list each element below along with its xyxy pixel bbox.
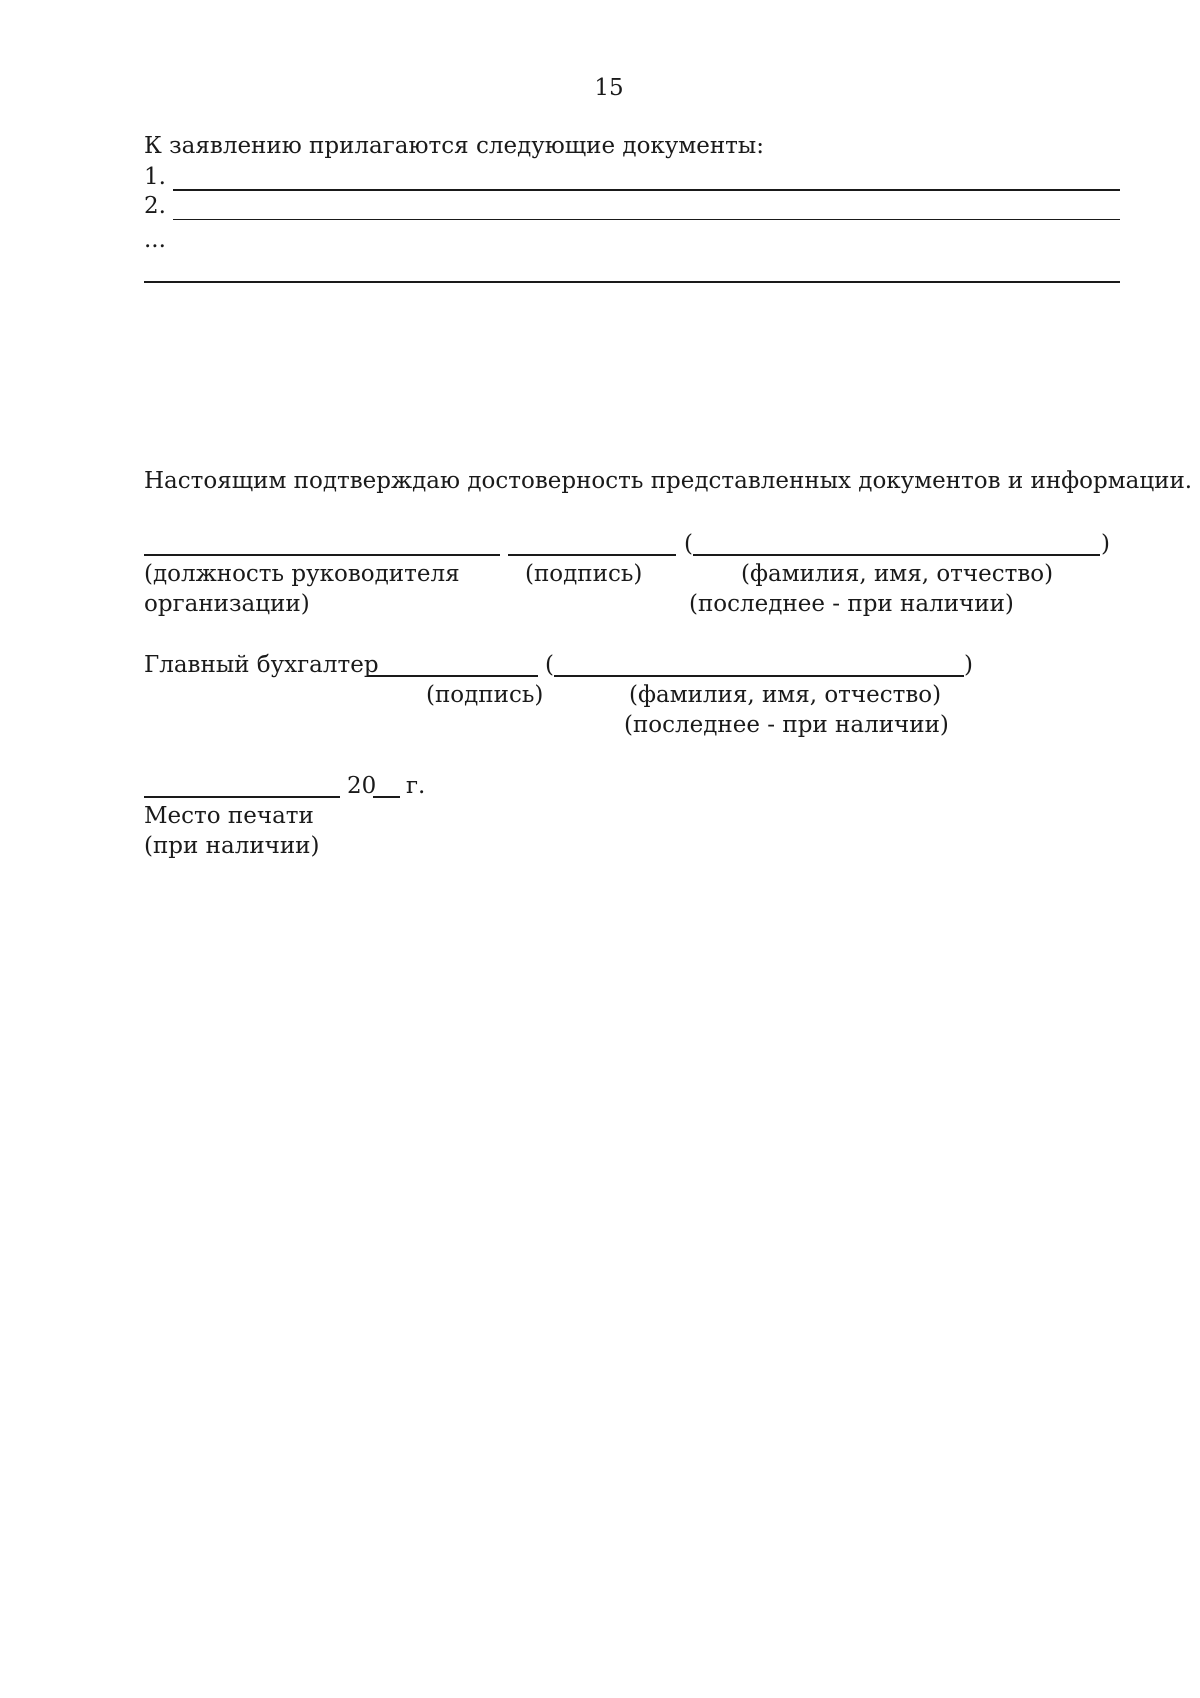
date-year-suffix: г. bbox=[406, 773, 426, 799]
attachment-item-2-line[interactable] bbox=[173, 219, 1120, 220]
head-position-line[interactable] bbox=[144, 554, 500, 556]
accountant-name-open-paren: ( bbox=[545, 652, 554, 678]
page-number: 15 bbox=[594, 75, 624, 101]
confirmation-statement: Настоящим подтверждаю достоверность представленных документов и информации. bbox=[144, 468, 1193, 494]
stamp-label: Место печати bbox=[144, 803, 314, 829]
head-signature-line[interactable] bbox=[508, 554, 676, 556]
head-name-open-paren: ( bbox=[684, 531, 693, 557]
accountant-signature-line[interactable] bbox=[368, 675, 538, 677]
date-day-month-line[interactable] bbox=[144, 796, 340, 798]
attachment-item-1-marker: 1. bbox=[144, 164, 166, 190]
accountant-name-line[interactable] bbox=[554, 675, 964, 677]
head-position-caption: (должность руководителя bbox=[144, 561, 460, 587]
accountant-name-caption: (фамилия, имя, отчество) bbox=[629, 682, 942, 708]
attachments-heading: К заявлению прилагаются следующие документы: bbox=[144, 133, 764, 159]
head-name-line[interactable] bbox=[693, 554, 1100, 556]
attachment-item-2-marker: 2. bbox=[144, 193, 166, 219]
head-name-caption: (фамилия, имя, отчество) bbox=[741, 561, 1054, 587]
head-name-close-paren: ) bbox=[1101, 531, 1110, 557]
date-year-prefix: 20 bbox=[347, 773, 377, 799]
head-name-caption-2: (последнее - при наличии) bbox=[689, 591, 1014, 617]
accountant-signature-caption: (подпись) bbox=[426, 682, 544, 708]
accountant-name-close-paren: ) bbox=[964, 652, 973, 678]
attachment-item-1-line[interactable] bbox=[173, 189, 1120, 191]
date-year-line[interactable] bbox=[373, 796, 400, 798]
attachment-extra-line[interactable] bbox=[144, 281, 1120, 283]
accountant-label: Главный бухгалтер bbox=[144, 652, 379, 678]
head-signature-caption: (подпись) bbox=[525, 561, 643, 587]
head-position-caption-2: организации) bbox=[144, 591, 310, 617]
attachment-ellipsis: ... bbox=[144, 227, 166, 253]
stamp-note: (при наличии) bbox=[144, 833, 320, 859]
accountant-name-caption-2: (последнее - при наличии) bbox=[624, 712, 949, 738]
